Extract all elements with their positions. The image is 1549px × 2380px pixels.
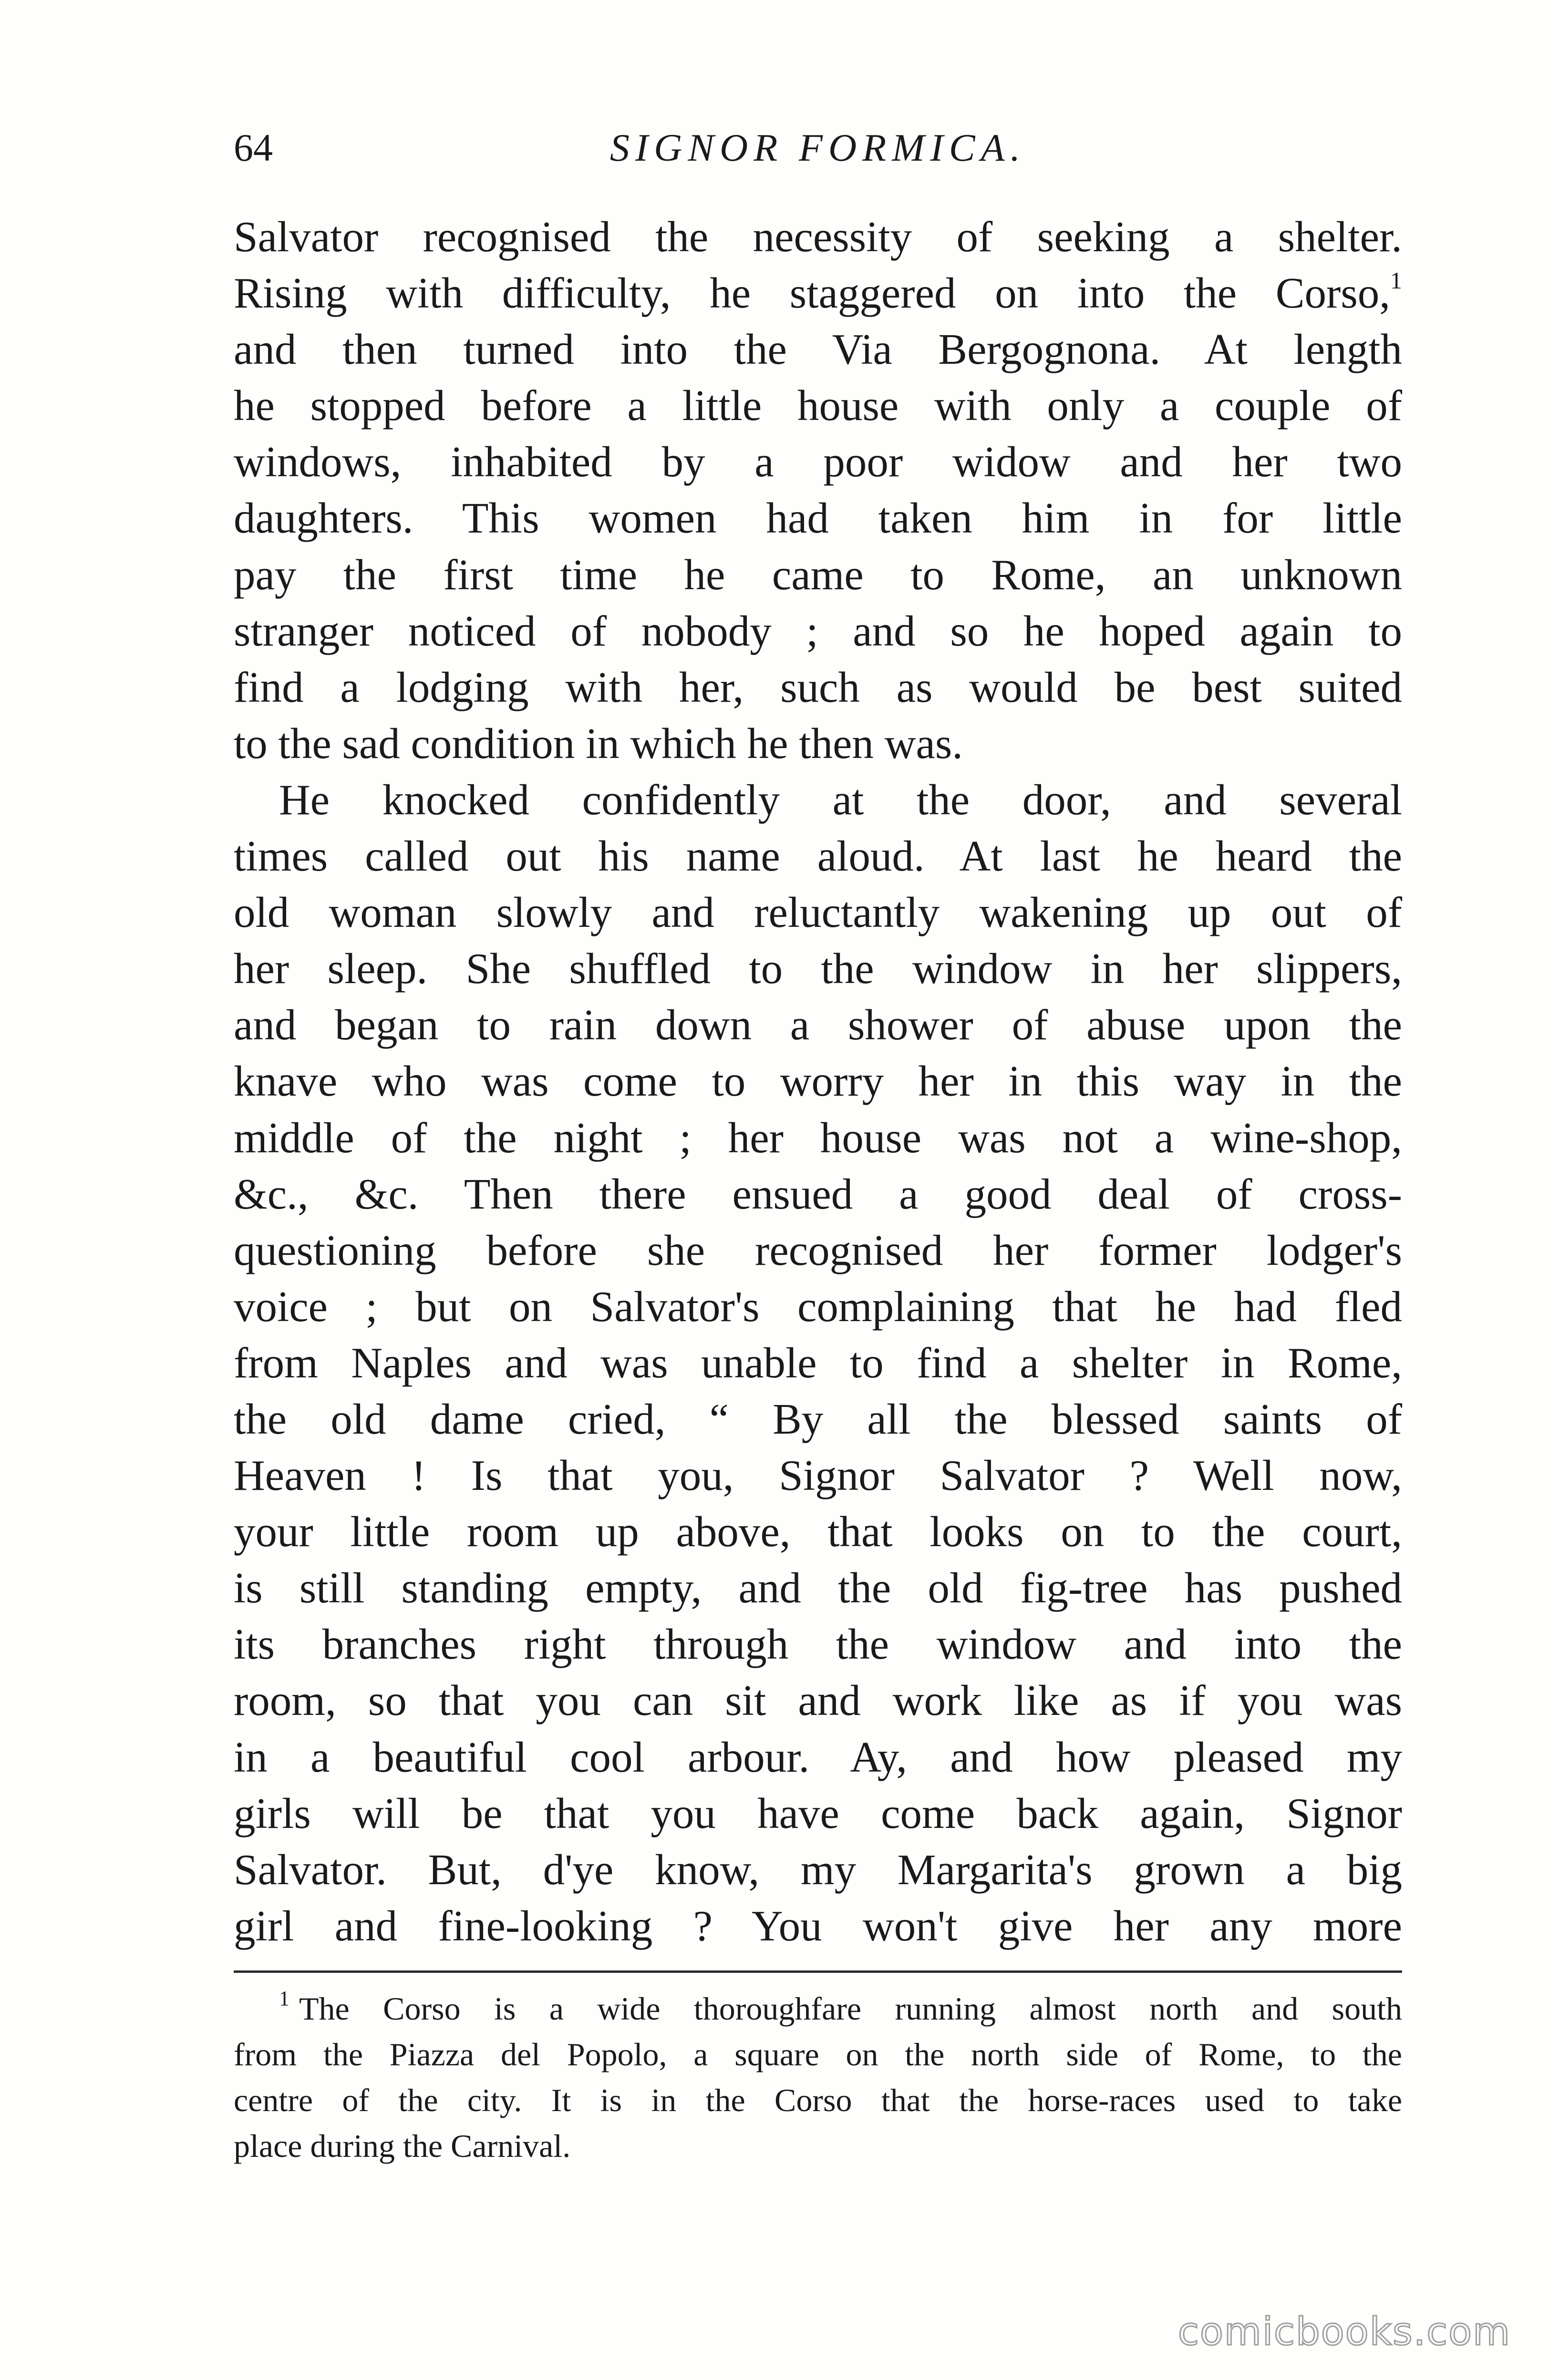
text-line: to the sad condition in which he then was. xyxy=(234,719,963,768)
text-line: questioning before she recognised her former lodger's xyxy=(234,1226,1402,1274)
text-line: in a beautiful cool arbour. Ay, and how pleased my xyxy=(234,1733,1402,1781)
footnote-reference: 1 xyxy=(1390,267,1402,294)
text-line: from Naples and was unable to find a shelter in Rome, xyxy=(234,1338,1402,1387)
text-line: her sleep. She shuffled to the window in her slippers, xyxy=(234,944,1402,993)
text-line: Rising with difficulty, he staggered on into the Corso,$^1$ xyxy=(234,267,1402,318)
text-line: windows, inhabited by a poor widow and her two xyxy=(234,438,1402,486)
text-line: Salvator. But, d'ye know, my Margarita's grown a big xyxy=(234,1845,1402,1894)
text-line: old woman slowly and reluctantly wakening up out of xyxy=(234,888,1402,937)
text-line: &c., &c. Then there ensued a good deal of cross- xyxy=(234,1169,1402,1218)
footnote xyxy=(234,1986,1402,2169)
body-text xyxy=(234,209,1402,1954)
footnote-line: $^1$ The Corso is a wide thoroughfare running almost north and south xyxy=(279,1987,1402,2027)
page-header xyxy=(234,119,1402,176)
text-line: girls will be that you have come back again, Signor xyxy=(234,1789,1402,1837)
text-line: He knocked confidently at the door, and several xyxy=(279,775,1402,824)
footnote-line: from the Piazza del Popolo, a square on the north side of Rome, to the xyxy=(234,2036,1402,2072)
text-line: daughters. This women had taken him in for little xyxy=(234,494,1402,543)
text-line: is still standing empty, and the old fig-tree has pushed xyxy=(234,1564,1402,1612)
text-line: times called out his name aloud. At last he heard the xyxy=(234,832,1402,881)
text-line: middle of the night ; her house was not a wine-shop, xyxy=(234,1113,1402,1162)
text-line: the old dame cried, “ By all the blessed saints of xyxy=(234,1395,1402,1443)
footnote-line: place during the Carnival. xyxy=(234,2128,571,2164)
page-number: 64 xyxy=(234,126,273,169)
paragraph-1 xyxy=(234,209,1402,772)
watermark: comicbooks.com xyxy=(1177,2309,1511,2354)
text-line: he stopped before a little house with only a couple of xyxy=(234,381,1402,430)
text-line: room, so that you can sit and work like as if you was xyxy=(234,1676,1402,1725)
paragraph-2 xyxy=(234,772,1402,1954)
text-line: voice ; but on Salvator's complaining that he had fled xyxy=(234,1282,1402,1331)
text-line: and then turned into the Via Bergognona. At length xyxy=(234,325,1402,374)
text-line: stranger noticed of nobody ; and so he hoped again to xyxy=(234,606,1402,655)
running-title: SIGNOR FORMICA. xyxy=(609,126,1026,169)
footnote-line: centre of the city. It is in the Corso that the horse-races used to take xyxy=(234,2082,1402,2118)
text-line: Salvator recognised the necessity of seeking a shelter. xyxy=(234,213,1402,261)
text-line: Heaven ! Is that you, Signor Salvator ? Well now, xyxy=(234,1451,1402,1500)
text-line: knave who was come to worry her in this way in the xyxy=(234,1057,1402,1106)
text-line: girl and fine-looking ? You won't give her any more xyxy=(234,1901,1402,1950)
text-line: and began to rain down a shower of abuse upon the xyxy=(234,1001,1402,1049)
text-line: its branches right through the window and into the xyxy=(234,1620,1402,1669)
footnote-divider xyxy=(234,1970,1402,1973)
footnote-mark: 1 xyxy=(279,1987,289,2010)
text-line: find a lodging with her, such as would be best suited xyxy=(234,663,1402,711)
text-line: pay the first time he came to Rome, an unknown xyxy=(234,550,1402,599)
text-line: your little room up above, that looks on to the court, xyxy=(234,1508,1402,1556)
